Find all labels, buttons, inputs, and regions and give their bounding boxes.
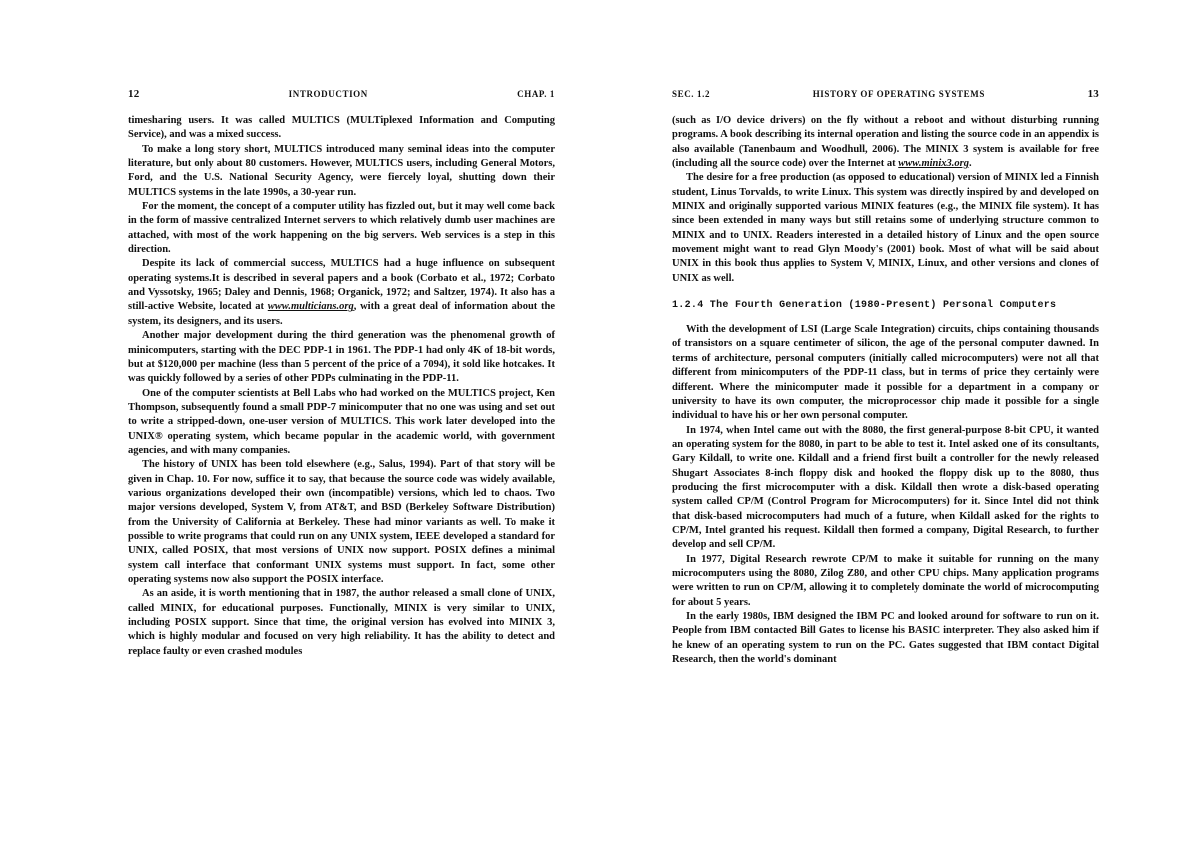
running-title: INTRODUCTION bbox=[288, 89, 368, 99]
paragraph: Another major development during the third generation was the phenomenal growth of minicomputers, starting with the DEC PDP-1 in 1961. The PDP-1 had only 4K of 18-bit words, but at $120,000 per machine (less than 5 percent of the price of a 7094), it sold like hotcakes. It was quickly followed by a series of other PDPs culminating in the PDP-11. bbox=[128, 330, 555, 385]
running-title: HISTORY OF OPERATING SYSTEMS bbox=[812, 89, 985, 99]
left-page-header bbox=[128, 88, 555, 106]
section-heading: 1.2.4 The Fourth Generation (1980-Present) Personal Computers bbox=[672, 300, 1057, 312]
paragraph: In the early 1980s, IBM designed the IBM PC and looked around for software to run on it. People from IBM contacted Bill Gates to license his BASIC interpreter. They also asked him if he knew of an operating system to run on the PC. Gates suggested that IBM contact Digital Research, then the world's dominant bbox=[672, 611, 1099, 666]
paragraph bbox=[672, 114, 1099, 171]
paragraph bbox=[128, 257, 555, 329]
paragraph: The desire for a free production (as opposed to educational) version of MINIX led a Finnish student, Linus Torvalds, to write Linux. This system was directly inspired by and developed on MINIX and originally supported various MINIX features (e.g., the MINIX file system). It has since been extended in many ways but still retains some of underlying structure common to MINIX and to UNIX. Readers interested in a detailed history of Linux and the open source movement might want to read Glyn Moody's (2001) book. Most of what will be said about UNIX in this book thus applies to System V, MINIX, Linux, and other versions and clones of UNIX as well. bbox=[672, 172, 1099, 284]
paragraph-text: (such as I/O device drivers) on the fly without a reboot and without disturbing running programs. A book describing its internal operation and listing the source code in an appendix is also available (Tanenbaum and Woodhull, 2006). The MINIX 3 system is available for free (including all the source code) over the Internet at bbox=[672, 115, 1099, 170]
paragraph: For the moment, the concept of a computer utility has fizzled out, but it may well come back in the form of massive centralized Internet servers to which relatively dumb user machines are attached, with most of the work happening on the big servers. Web services is a step in this direction. bbox=[128, 201, 555, 256]
paragraph: With the development of LSI (Large Scale Integration) circuits, chips containing thousands of transistors on a square centimeter of silicon, the age of the personal computer dawned. In terms of architecture, personal computers (initially called microcomputers) were not all that different from minicomputers of the PDP-11 class, but in terms of price they certainly were different. Where the minicomputer made it possible for a department in a company or university to have its own computer, the microprocessor chip made it possible for a single individual to have his or her own personal computer. bbox=[672, 324, 1099, 422]
section-label: SEC. 1.2 bbox=[672, 89, 711, 99]
paragraph: As an aside, it is worth mentioning that in 1987, the author released a small clone of UNIX, called MINIX, for educational purposes. Functionally, MINIX is very similar to UNIX, including POSIX support. Since that time, the original version has evolved into MINIX 3, which is highly modular and focused on very high reliability. It has the ability to detect and replace faulty or even crashed modules bbox=[128, 588, 555, 657]
paragraph-text: Despite its lack of commercial success, MULTICS had a huge influence on subsequent operating systems.It is described in several papers and a book (Corbato et al., 1972; Corbato and Vyssotsky, 1965; Daley and Dennis, 1968; Organick, 1972; and Saltzer, 1974). It also has a still-active Website, located at bbox=[128, 258, 555, 313]
left-page bbox=[128, 88, 555, 659]
paragraph: In 1977, Digital Research rewrote CP/M to make it suitable for running on the many microcomputers using the 8080, Zilog Z80, and other CPU chips. Many application programs were written to run on CP/M, allowing it to completely dominate the world of microcomputing for about 5 years. bbox=[672, 553, 1099, 608]
paragraph-text: . bbox=[969, 158, 972, 170]
paragraph: timesharing users. It was called MULTICS (MULTiplexed Information and Computing Service), and was a mixed success. bbox=[128, 115, 555, 141]
page-number: 13 bbox=[1087, 88, 1099, 100]
paragraph: To make a long story short, MULTICS introduced many seminal ideas into the computer literature, but only about 80 customers. However, MULTICS users, including General Motors, Ford, and the U.S. National Security Agency, were fiercely loyal, shutting down their MULTICS systems in the late 1990s, a 30-year run. bbox=[128, 143, 555, 198]
multicians-link[interactable]: www.multicians.org bbox=[267, 301, 354, 313]
paragraph-text: , with a great deal of information about the system, its designers, and its users. bbox=[128, 301, 556, 327]
paragraph: The history of UNIX has been told elsewhere (e.g., Salus, 1994). Part of that story will be given in Chap. 10. For now, suffice it to say, that because the source code was widely available, various organizations developed their own (incompatible) versions, which led to chaos. Two major versions developed, System V, from AT&T, and BSD (Berkeley Software Distribution) from the University of California at Berkeley. These had minor variants as well. To make it possible to write programs that could run on any UNIX system, IEEE developed a standard for UNIX, called POSIX, that most versions of UNIX now support. POSIX defines a minimal system call interface that conformant UNIX systems must support. In fact, some other operating systems now also support the POSIX interface. bbox=[128, 459, 555, 585]
page-number: 12 bbox=[128, 88, 140, 100]
paragraph: In 1974, when Intel came out with the 8080, the first general-purpose 8-bit CPU, it wanted an operating system for the 8080, in part to be able to test it. Intel asked one of its consultants, Gary Kildall, to write one. Kildall and a friend first built a controller for the newly released Shugart Associates 8-inch floppy disk and hooked the floppy disk up to the 8080, thus producing the first microcomputer with a disk. Kildall then wrote a disk-based operating system called CP/M (Control Program for Microcomputers) for it. Since Intel did not think that disk-based microcomputers had much of a future, when Kildall asked for the rights to CP/M, Intel granted his request. Kildall then formed a company, Digital Research, to further develop and sell CP/M. bbox=[672, 424, 1099, 551]
minix-link[interactable]: www.minix3.org bbox=[898, 158, 970, 170]
right-page-body bbox=[672, 114, 1099, 667]
chapter-label: CHAP. 1 bbox=[517, 89, 555, 99]
paragraph: One of the computer scientists at Bell Labs who had worked on the MULTICS project, Ken Thompson, subsequently found a small PDP-7 minicomputer that no one was using and set out to write a stripped-down, one-user version of MULTICS. This work later developed into the UNIX® operating system, which became popular in the academic world, with government agencies, and with many companies. bbox=[128, 387, 555, 456]
right-page bbox=[672, 88, 1099, 667]
left-page-body bbox=[128, 114, 555, 659]
right-page-header bbox=[672, 88, 1099, 106]
